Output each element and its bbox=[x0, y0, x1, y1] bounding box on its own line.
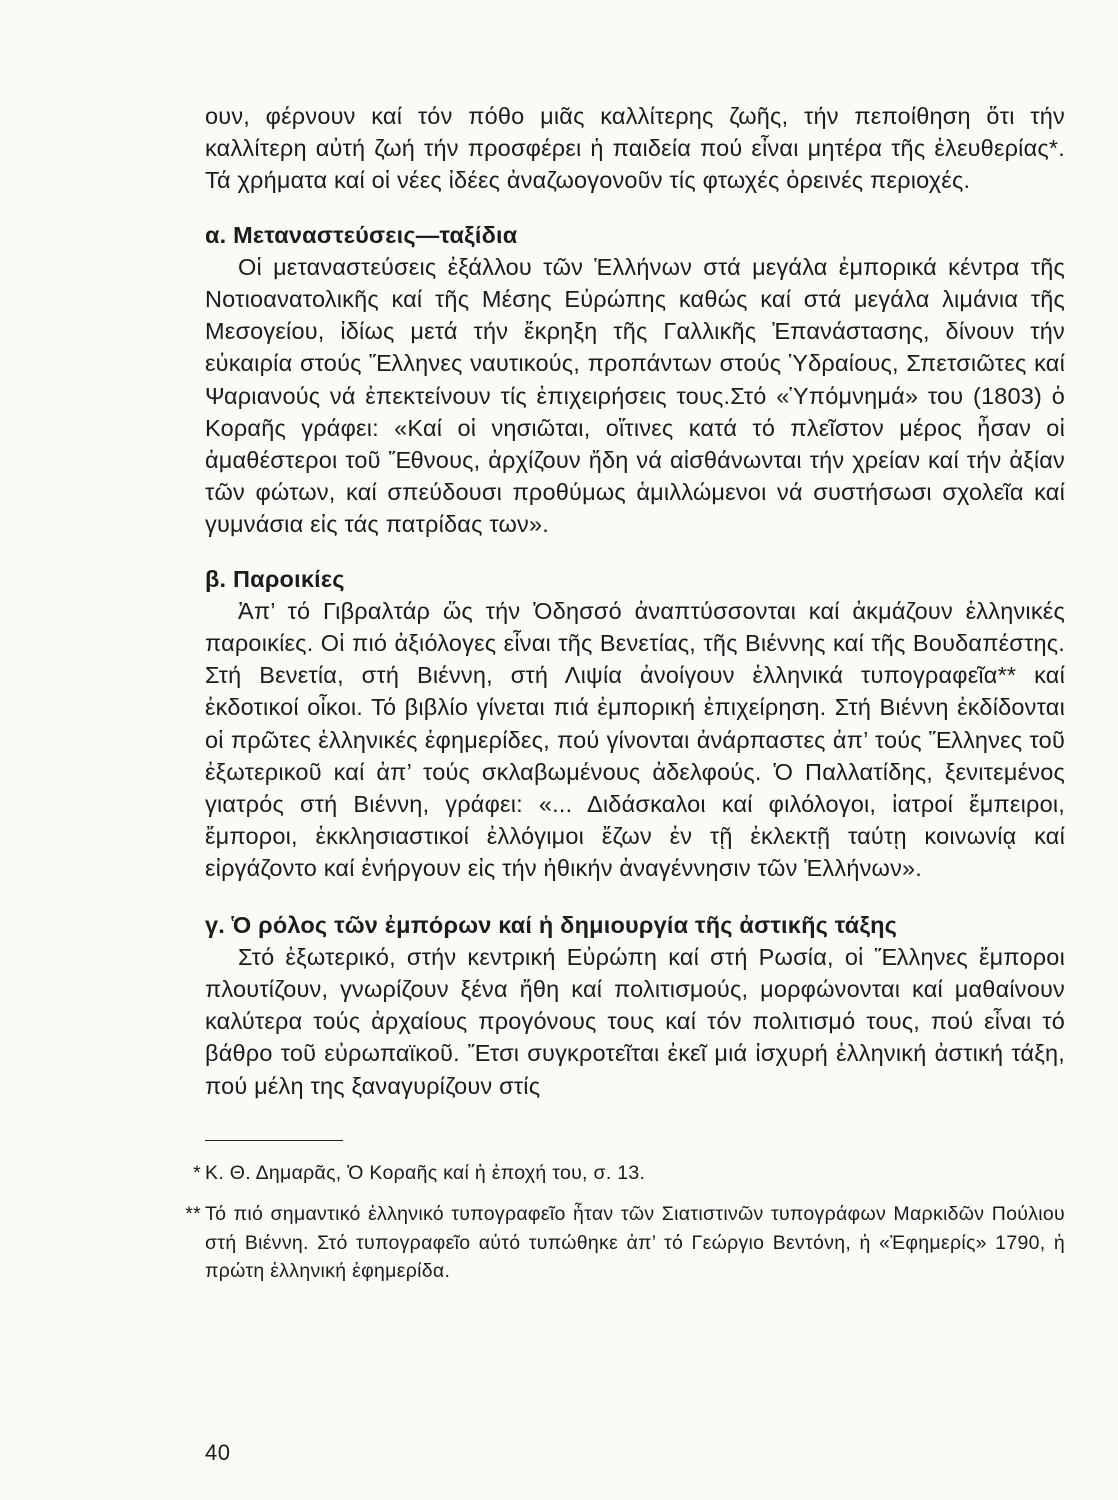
footnote-1 bbox=[193, 1159, 1065, 1188]
footnote-1-text: Κ. Θ. Δημαρᾶς, Ὁ Κοραῆς καί ἡ ἐποχή του, σ. 13. bbox=[205, 1161, 646, 1184]
intro-paragraph: ουν, φέρνουν καί τόν πόθο μιᾶς καλλίτερης ζωῆς, τήν πεποίθηση ὅτι τήν καλλίτερη αὐτή ζωή τήν προσφέρει ἡ παιδεία πού εἶναι μητέρα τῆς ἐλευθερίας*. Τά χρήματα καί οἱ νέες ἰδέες ἀναζωογονοῦν τίς φτωχές ὀρεινές περιοχές. bbox=[205, 103, 1065, 194]
footnote-2 bbox=[185, 1200, 1065, 1286]
section-b-heading: β. Παροικίες bbox=[205, 565, 345, 592]
section-a-heading: α. Μεταναστεύσεις—ταξίδια bbox=[205, 221, 518, 248]
footnote-divider bbox=[205, 1140, 343, 1141]
section-c-paragraph: Στό ἐξωτερικό, στήν κεντρική Εὐρώπη καί στή Ρωσία, οἱ Ἕλληνες ἔμποροι πλουτίζουν, γνωρίζουν ξένα ἤθη καί πολιτισμούς, μορφώνονται καί μαθαίνουν καλύτερα τούς ἀρχαίους προγόνους τους καί τόν πολιτισμό τους, πού εἶναι τό βάθρο τοῦ εὐρωπαϊκοῦ. Ἔτσι συγκροτεῖται ἐκεῖ μιά ἰσχυρή ἑλληνική ἀστική τάξη, πού μέλη της ξαναγυρίζουν στίς bbox=[205, 943, 1065, 1099]
page-number: 40 bbox=[205, 1440, 231, 1465]
footnote-2-marker: ** bbox=[185, 1203, 201, 1226]
footnote-1-marker: * bbox=[193, 1161, 201, 1184]
footnotes bbox=[185, 1159, 1065, 1286]
footnote-2-text: Τό πιό σημαντικό ἑλληνικό τυπογραφεῖο ἦταν τῶν Σιατιστινῶν τυπογράφων Μαρκιδῶν Πούλιου στή Βιέννη. Στό τυπογραφεῖο αὐτό τυπώθηκε ἀπ’ τό Γεώργιο Βεντόνη, ἡ «Ἐφημερίς» 1790, ἡ πρώτη ἑλληνική ἐφημερίδα. bbox=[205, 1203, 1065, 1283]
section-c-heading: γ. Ὁ ρόλος τῶν ἐμπόρων καί ἡ δημιουργία τῆς ἀστικῆς τάξης bbox=[205, 911, 898, 938]
page-content bbox=[185, 100, 1065, 1299]
section-b-paragraph: Ἀπ’ τό Γιβραλτάρ ὥς τήν Ὀδησσό ἀναπτύσσονται καί ἀκμάζουν ἑλληνικές παροικίες. Οἱ πιό ἀξιόλογες εἶναι τῆς Βενετίας, τῆς Βιέννης καί τῆς Βουδαπέστης. Στή Βενετία, στή Βιέννη, στή Λιψία ἀνοίγουν ἑλληνικά τυπογραφεῖα** καί ἐκδοτικοί οἶκοι. Τό βιβλίο γίνεται πιά ἐμπορική ἐπιχείρηση. Στή Βιέννη ἐκδίδονται οἱ πρῶτες ἑλληνικές ἐφημερίδες, πού γίνονται ἀνάρπαστες ἀπ’ τούς Ἕλληνες τοῦ ἐξωτερικοῦ καί ἀπ’ τούς σκλαβωμένους ἀδελφούς. Ὁ Παλλατίδης, ξενιτεμένος γιατρός στή Βιέννη, γράφει: «... Διδάσκαλοι καί φιλόλογοι, ἰατροί ἔμπειροι, ἔμποροι, ἐκκλησιαστικοί ἐλλόγιμοι ἔζων ἐν τῇ ἐκλεκτῇ ταύτῃ κοινωνίᾳ καί εἰργάζοντο καί ἐνήργουν εἰς τήν ἠθικήν ἀναγέννησιν τῶν Ἑλλήνων». bbox=[205, 597, 1065, 882]
section-a-paragraph: Οἱ μεταναστεύσεις ἐξάλλου τῶν Ἑλλήνων στά μεγάλα ἐμπορικά κέντρα τῆς Νοτιοανατολικῆς καί τῆς Μέσης Εὐρώπης καθώς καί στά μεγάλα λιμάνια τῆς Μεσογείου, ἰδίως μετά τήν ἔκρηξη τῆς Γαλλικῆς Ἐπανάστασης, δίνουν τήν εὐκαιρία στούς Ἕλληνες ναυτικούς, προπάντων στούς Ὑδραίους, Σπετσιῶτες καί Ψαριανούς νά ἐπεκτείνουν τίς ἐπιχειρήσεις τους.Στό «Ὑπόμνημά» του (1803) ὁ Κοραῆς γράφει: «Καί οἱ νησιῶται, οἵτινες κατά τό πλεῖστον μέρος ἦσαν οἱ ἀμαθέστεροι τοῦ Ἔθνους, ἀρχίζουν ἤδη νά αἰσθάνωνται τήν χρείαν καί τήν ἀξίαν τῶν φώτων, καί σπεύδουσι προθύμως ἁμιλλώμενοι νά συστήσωσι σχολεῖα καί γυμνάσια εἰς τάς πατρίδας των». bbox=[205, 253, 1065, 538]
